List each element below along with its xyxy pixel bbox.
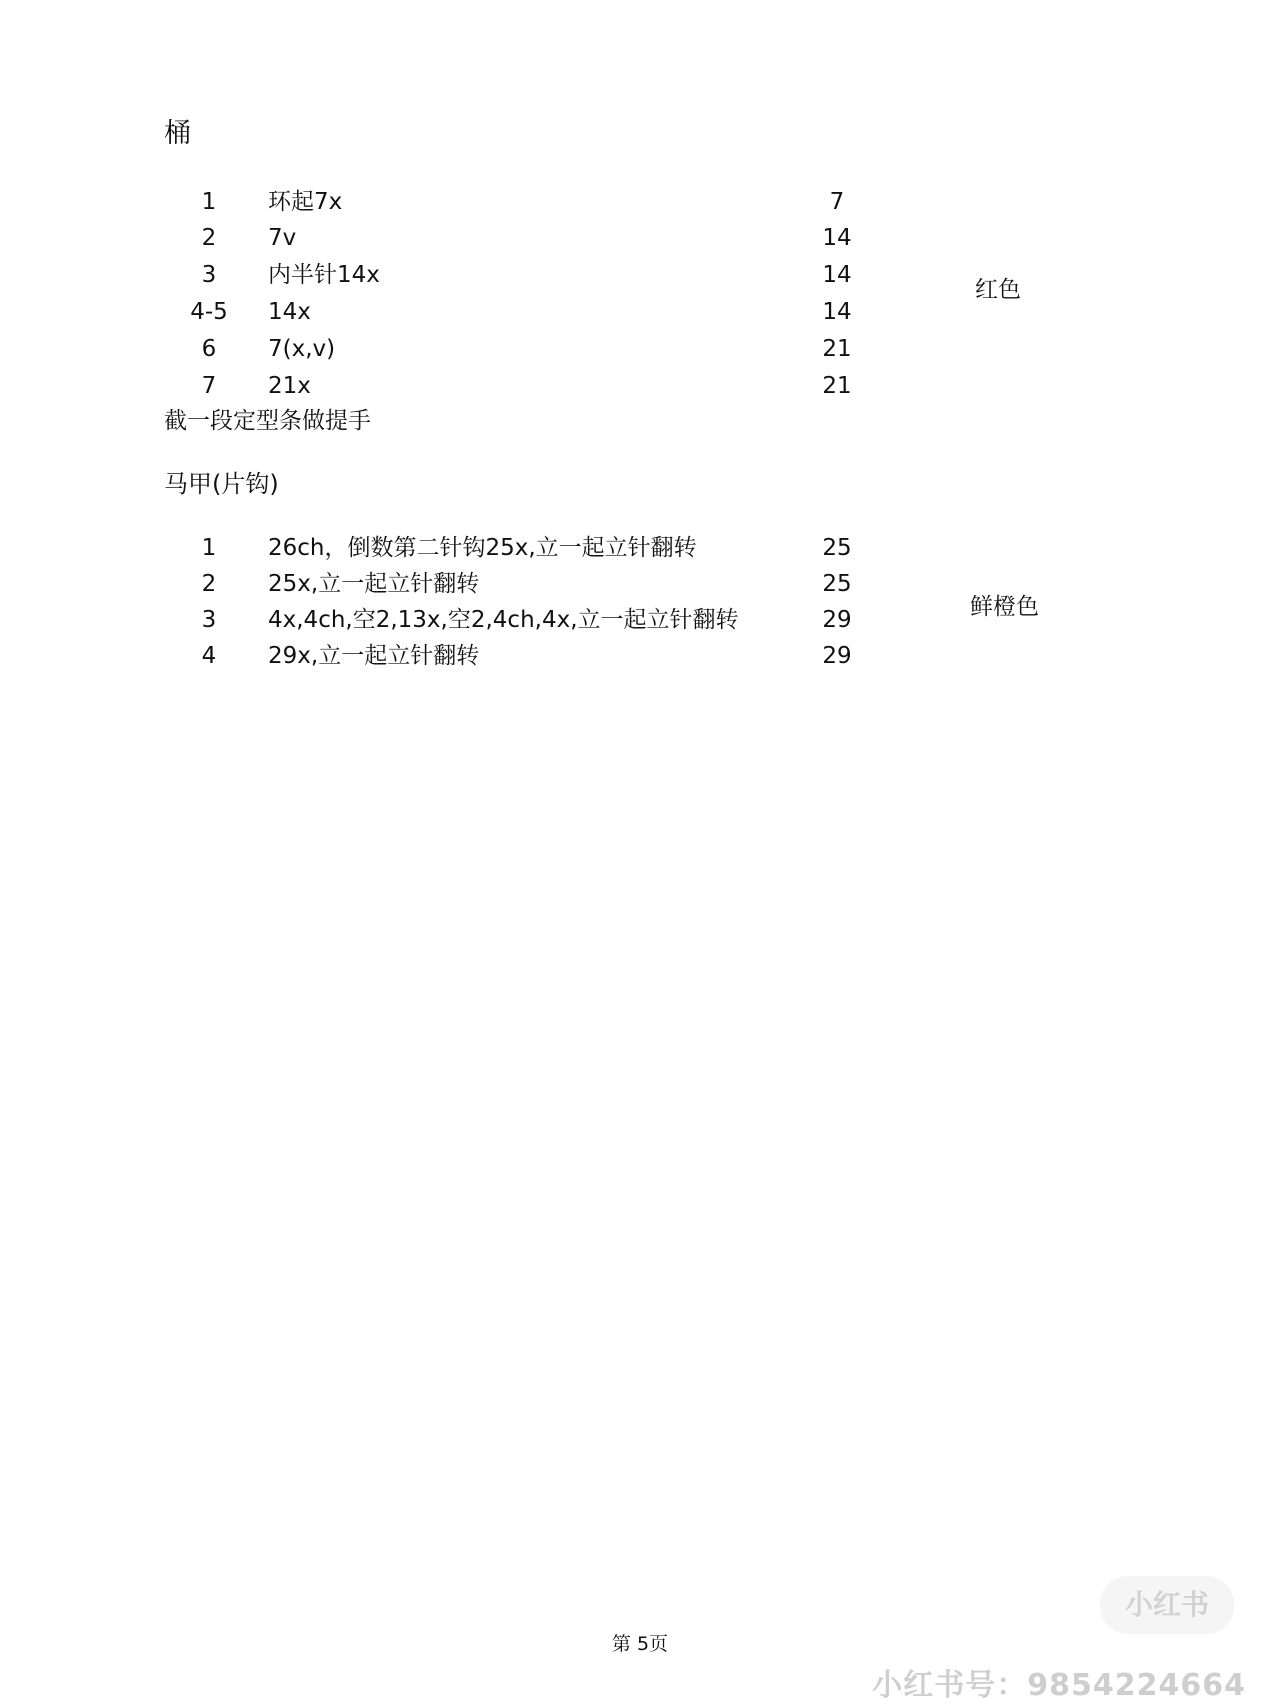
row-number: 3 bbox=[201, 607, 217, 633]
row-number: 3 bbox=[201, 262, 217, 288]
stitch-count: 14 bbox=[822, 262, 852, 288]
stitch-count: 25 bbox=[822, 571, 852, 597]
row-instruction: 29x,立一起立针翻转 bbox=[268, 643, 480, 669]
watermark-id: 小红书号：9854224664 bbox=[872, 1668, 1246, 1703]
section-note: 截一段定型条做提手 bbox=[164, 408, 371, 434]
stitch-count: 7 bbox=[829, 189, 845, 215]
row-number: 4 bbox=[201, 643, 217, 669]
row-number: 2 bbox=[201, 225, 217, 251]
stitch-count: 14 bbox=[822, 299, 852, 325]
row-number: 1 bbox=[201, 189, 217, 215]
row-number: 7 bbox=[201, 373, 217, 399]
row-instruction: 26ch，倒数第二针钩25x,立一起立针翻转 bbox=[268, 535, 697, 561]
row-instruction: 21x bbox=[268, 373, 311, 399]
section-title-vest: 马甲(片钩) bbox=[164, 470, 279, 498]
table-row bbox=[0, 532, 1280, 564]
page-number: 第 5页 bbox=[611, 1633, 669, 1655]
table-row bbox=[0, 640, 1280, 672]
table-row bbox=[0, 222, 1280, 254]
row-number: 6 bbox=[201, 336, 217, 362]
row-instruction: 7(x,v) bbox=[268, 336, 336, 362]
row-instruction: 14x bbox=[268, 299, 311, 325]
row-instruction: 环起7x bbox=[268, 189, 343, 215]
yarn-color-label: 红色 bbox=[975, 277, 1021, 303]
row-number: 2 bbox=[201, 571, 217, 597]
row-instruction: 内半针14x bbox=[268, 262, 380, 288]
row-number: 4-5 bbox=[190, 299, 228, 325]
table-row bbox=[0, 568, 1280, 600]
row-instruction: 4x,4ch,空2,13x,空2,4ch,4x,立一起立针翻转 bbox=[268, 607, 739, 633]
stitch-count: 21 bbox=[822, 373, 852, 399]
section-title-bucket: 桶 bbox=[164, 118, 191, 149]
table-row bbox=[0, 333, 1280, 365]
stitch-count: 21 bbox=[822, 336, 852, 362]
watermark-logo: 小红书 bbox=[1100, 1576, 1234, 1634]
table-row bbox=[0, 296, 1280, 328]
row-number: 1 bbox=[201, 535, 217, 561]
table-row bbox=[0, 186, 1280, 218]
stitch-count: 29 bbox=[822, 643, 852, 669]
yarn-color-label: 鲜橙色 bbox=[970, 594, 1039, 620]
table-row bbox=[0, 370, 1280, 402]
stitch-count: 25 bbox=[822, 535, 852, 561]
stitch-count: 14 bbox=[822, 225, 852, 251]
table-row bbox=[0, 259, 1280, 291]
stitch-count: 29 bbox=[822, 607, 852, 633]
table-row bbox=[0, 604, 1280, 636]
row-instruction: 7v bbox=[268, 225, 297, 251]
row-instruction: 25x,立一起立针翻转 bbox=[268, 571, 480, 597]
